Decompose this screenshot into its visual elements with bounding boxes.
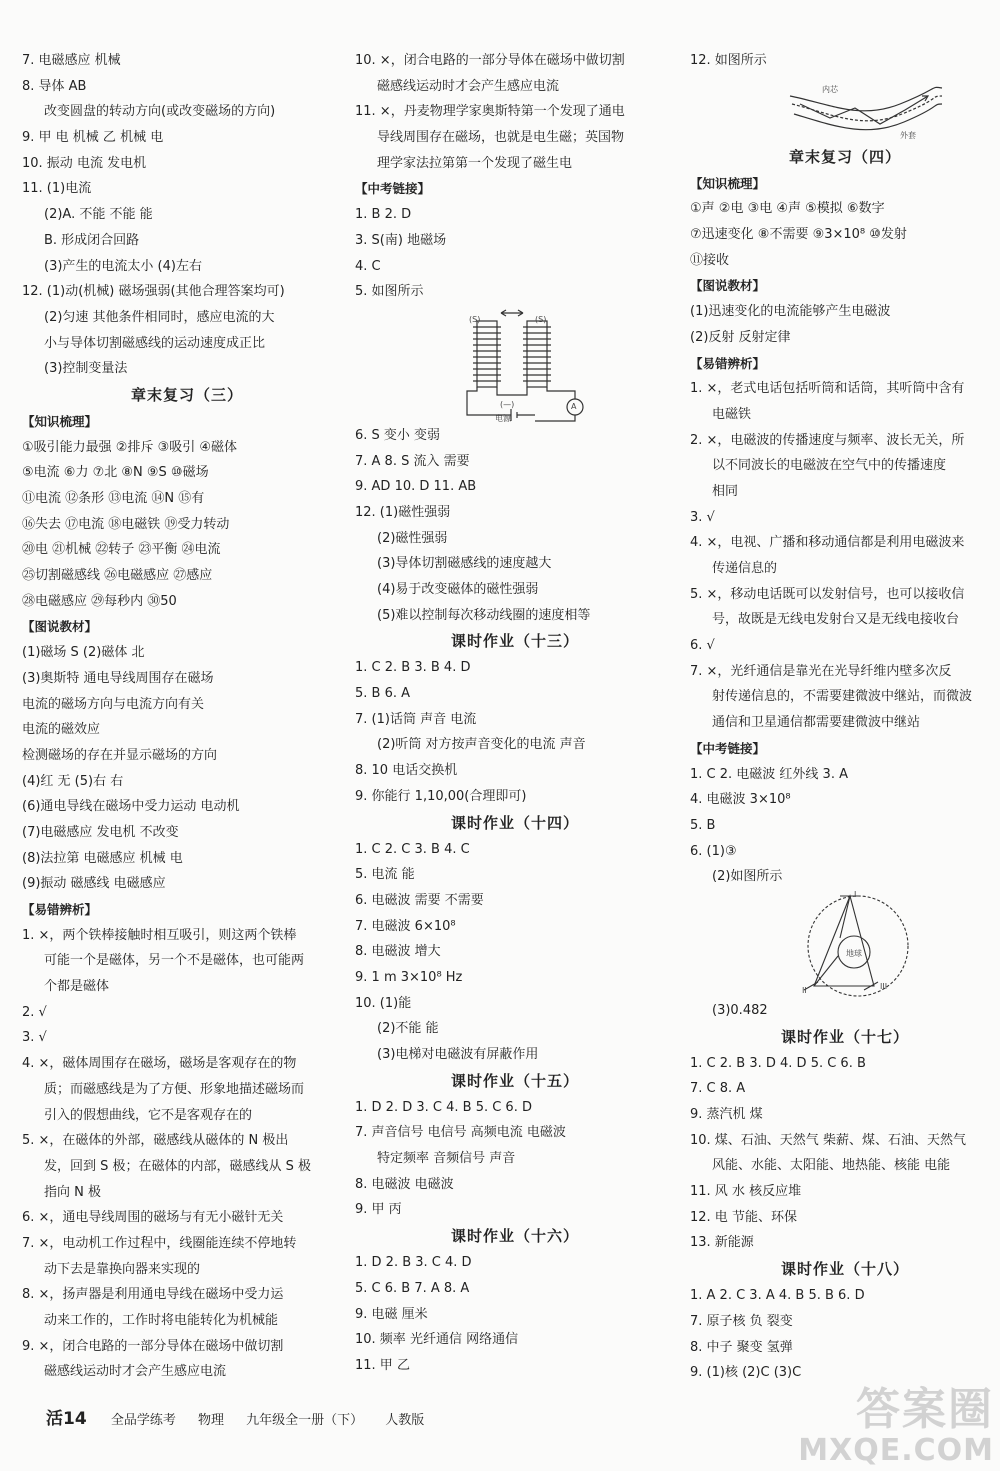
ammeter-label: A (571, 401, 577, 411)
answer-line: (6)通电导线在磁场中受力运动 电动机 (22, 799, 240, 815)
answer-line: 12. (1)磁性强弱 (355, 504, 451, 520)
answer-line: 电流的磁效应 (22, 722, 101, 738)
answer-line: 12. 如图所示 (690, 53, 767, 68)
answer-line: (2)磁性强弱 (377, 530, 448, 546)
satellite-label-2: II (802, 985, 807, 995)
answer-line: B. 形成闭合回路 (44, 232, 140, 248)
answer-line: ⑳电 ㉑机械 ㉒转子 ㉓平衡 ㉔电流 (22, 542, 221, 558)
fiber-core-label: 内芯 (822, 84, 838, 94)
answer-line: 动下去是靠换向器来实现的 (44, 1261, 201, 1277)
answer-line: 10. 频率 光纤通信 网络通信 (355, 1332, 519, 1348)
answer-line: (3)控制变量法 (44, 361, 128, 377)
page-number: 活14 (46, 1409, 87, 1429)
answer-line: 10. (1)能 (355, 995, 412, 1011)
satellite-orbit-diagram (690, 890, 990, 998)
answer-line: 7. A 8. S 流入 需要 (355, 453, 470, 469)
answer-line: 相同 (712, 483, 739, 499)
series-name: 全品学练考 (110, 1413, 176, 1428)
answer-line: 1. C 2. 电磁波 红外线 3. A (690, 766, 848, 782)
answer-line: ㉕切割磁感线 ㉖电磁感应 ㉗感应 (22, 568, 213, 584)
answer-line: 2. √ (22, 1004, 47, 1020)
satellite-figure (690, 890, 1000, 998)
answer-line: ⑪电流 ⑫条形 ⑬电流 ⑭N ⑮有 (22, 491, 205, 506)
answer-line: 7. 电磁波 6×10⁸ (355, 918, 456, 934)
answer-line: (2)如图所示 (712, 869, 783, 885)
answer-line: 10. ×，闭合电路的一部分导体在磁场中做切割 (355, 53, 625, 68)
answer-line: 7. (1)话筒 声音 电流 (355, 711, 477, 727)
answer-line: (2)不能 能 (377, 1021, 439, 1037)
section-heading: 课时作业（十三） (450, 632, 579, 651)
answer-line: 4. ×，电视、广播和移动通信都是利用电磁波来 (690, 535, 965, 551)
subsection-label: 【易错辨析】 (22, 902, 98, 917)
answer-line: ①吸引能力最强 ②排斥 ③吸引 ④磁体 (22, 439, 238, 455)
answer-line: 1. D 2. D 3. C 4. B 5. C 6. D (355, 1099, 532, 1115)
answer-line: 9. 蒸汽机 煤 (690, 1107, 763, 1122)
answer-line: 5. C 6. B 7. A 8. A (355, 1280, 470, 1296)
answer-line: (7)电磁感应 发电机 不改变 (22, 824, 179, 840)
answer-line: 指向 N 极 (44, 1184, 101, 1200)
answer-line: ⑯失去 ⑰电流 ⑱电磁铁 ⑲受力转动 (22, 516, 230, 532)
answer-line: (2)A. 不能 不能 能 (44, 207, 153, 223)
answer-line: ㉘电磁感应 ㉙每秒内 ㉚50 (22, 593, 177, 609)
answer-line: 5. ×，移动电话既可以发射信号，也可以接收信 (690, 586, 965, 602)
answer-line: (5)难以控制每次移动线圈的速度相等 (377, 607, 591, 623)
answer-line: 6. √ (690, 638, 715, 654)
answer-line: 1. ×，两个铁棒接触时相互吸引，则这两个铁棒 (22, 927, 297, 943)
watermark-line-1: 答案圈 (856, 1384, 994, 1435)
section-heading: 章末复习（四） (788, 147, 901, 166)
answer-line: 8. 导体 AB (22, 78, 87, 94)
subsection-label: 【知识梳理】 (22, 413, 98, 429)
answer-line: 11. 甲 乙 (355, 1357, 410, 1373)
answer-line: 6. ×，通电导线周围的磁场与有无小磁针无关 (22, 1210, 284, 1226)
answer-line: (3)电梯对电磁波有屏蔽作用 (377, 1047, 539, 1062)
answer-line: 5. 电流 能 (355, 867, 415, 883)
answer-line: 10. 振动 电流 发电机 (22, 155, 147, 171)
section-heading: 课时作业（十八） (780, 1260, 909, 1279)
optical-fiber-figure (690, 74, 1000, 144)
answer-line: 1. D 2. B 3. C 4. D (355, 1255, 472, 1271)
answer-line: 4. ×，磁体周围存在磁场，磁场是客观存在的物 (22, 1056, 297, 1072)
answer-line: 7. ×，光纤通信是靠光在光导纤维内壁多次反 (690, 663, 952, 679)
answer-line: 5. B 6. A (355, 686, 411, 702)
answer-line: 12. (1)动(机械) 磁场强弱(其他合理答案均可) (22, 284, 285, 300)
answer-line: 4. C (355, 258, 381, 274)
answer-line: 1. C 2. B 3. B 4. D (355, 660, 471, 676)
circuit-figure (355, 305, 675, 423)
answer-line: 2. ×，电磁波的传播速度与频率、波长无关，所 (690, 432, 965, 448)
answer-line: 8. 10 电话交换机 (355, 763, 458, 779)
answer-line: (2)听筒 对方按声音变化的电流 声音 (377, 737, 586, 753)
answer-column-1 (22, 48, 352, 1385)
answer-line: 8. 电磁波 电磁波 (355, 1176, 454, 1192)
answer-line: 7. C 8. A (690, 1081, 746, 1097)
answer-line: 7. ×，电动机工作过程中，线圈能连续不停地转 (22, 1235, 297, 1251)
optical-fiber-diagram (690, 74, 990, 144)
answer-line: 3. √ (22, 1030, 47, 1046)
watermark (798, 1385, 994, 1467)
answer-line: 引入的假想曲线，它不是客观存在的 (44, 1107, 253, 1123)
answer-line: ⑦迅速变化 ⑧不需要 ⑨3×10⁸ ⑩发射 (690, 227, 907, 243)
answer-line: 改变圆盘的转动方向(或改变磁场的方向) (44, 104, 276, 120)
answer-line: 6. (1)③ (690, 843, 737, 859)
answer-line: 通信和卫星通信都需要建微波中继站 (712, 715, 921, 731)
answer-line: 7. 原子核 负 裂变 (690, 1313, 793, 1329)
answer-line: 动来工作的，工作时将电能转化为机械能 (44, 1313, 279, 1328)
answer-line: 3. √ (690, 509, 715, 525)
answer-line: 5. B (690, 817, 716, 833)
answer-line: 13. 新能源 (690, 1235, 754, 1251)
answer-line: 5. 如图所示 (355, 284, 424, 300)
answer-line: 小与导体切割磁感线的运动速度成正比 (44, 335, 266, 351)
answer-line: 导线周围存在磁场，也就是电生磁；英国物 (377, 130, 625, 146)
fiber-sheath-label: 外套 (900, 130, 916, 140)
answer-line: (2)反射 反射定律 (690, 329, 791, 345)
answer-line: 9. AD 10. D 11. AB (355, 479, 477, 495)
answer-column-2 (355, 48, 675, 1379)
section-heading: 课时作业（十五） (450, 1071, 579, 1090)
section-heading: 课时作业（十四） (450, 813, 579, 832)
answer-line: 1. B 2. D (355, 207, 412, 223)
answer-line: 9. 甲 丙 (355, 1202, 402, 1218)
answer-line: 8. 中子 聚变 氢弹 (690, 1339, 793, 1355)
answer-line: 质；而磁感线是为了方便、形象地描述磁场而 (44, 1081, 305, 1097)
subsection-label: 【易错辨析】 (690, 355, 766, 371)
section-heading: 课时作业（十七） (780, 1027, 909, 1046)
coil-pole-left: (S) (469, 314, 481, 324)
answer-line: 电磁铁 (712, 406, 752, 422)
answer-line: ⑤电流 ⑥力 ⑦北 ⑧N ⑨S ⑩磁场 (22, 465, 209, 481)
answer-line: ⑪接收 (690, 252, 730, 268)
answer-line: 8. 电磁波 增大 (355, 944, 441, 960)
answer-line: 10. 煤、石油、天然气 柴薪、煤、石油、天然气 (690, 1132, 966, 1148)
answer-line: 理学家法拉第第一个发现了磁生电 (377, 155, 573, 171)
battery-label: (—) (500, 399, 515, 409)
answer-line: 9. ×，闭合电路的一部分导体在磁场中做切割 (22, 1338, 284, 1354)
answer-line: 6. S 变小 变弱 (355, 427, 441, 443)
answer-line: 11. (1)电流 (22, 181, 92, 197)
answer-line: 1. C 2. B 3. D 4. D 5. C 6. B (690, 1055, 866, 1071)
answer-line: 射传递信息的，不需要建微波中继站，而微波 (712, 689, 973, 705)
answer-line: 5. ×，在磁体的外部，磁感线从磁体的 N 极出 (22, 1133, 289, 1149)
answer-line: 8. ×，扬声器是利用通电导线在磁场中受力运 (22, 1287, 284, 1303)
answer-line: (1)磁场 S (2)磁体 北 (22, 645, 145, 661)
answer-line: (3)导体切割磁感线的速度越大 (377, 556, 552, 572)
edition-name: 人教版 (385, 1413, 425, 1428)
answer-line: (4)易于改变磁体的磁性强弱 (377, 582, 539, 597)
answer-line: 3. S(南) 地磁场 (355, 232, 447, 248)
answer-line: 1. A 2. C 3. A 4. B 5. B 6. D (690, 1288, 865, 1304)
answer-line: (3)产生的电流太小 (4)左右 (44, 258, 202, 274)
subsection-label: 【图说教材】 (22, 619, 98, 635)
satellite-label-3: III (880, 981, 888, 991)
answer-line: 9. 你能行 1,10,00(合理即可) (355, 788, 527, 804)
answer-line: 4. 电磁波 3×10⁸ (690, 792, 791, 808)
subsection-label: 【知识梳理】 (690, 175, 766, 191)
answer-line: (4)红 无 (5)右 右 (22, 773, 124, 789)
section-heading: 章末复习（三） (130, 385, 243, 404)
answer-line: 以不同波长的电磁波在空气中的传播速度 (712, 458, 947, 474)
answer-line: 9. (1)核 (2)C (3)C (690, 1365, 802, 1381)
grade-name: 九年级全一册（下） (246, 1413, 364, 1428)
power-source-label: 电源 (495, 413, 511, 423)
coil-pole-right: (S) (535, 314, 547, 324)
subject-name: 物理 (197, 1413, 224, 1428)
answer-line: 个都是磁体 (44, 979, 110, 995)
answer-line: 7. 声音信号 电信号 高频电流 电磁波 (355, 1125, 566, 1141)
answer-line: 特定频率 音频信号 声音 (377, 1151, 516, 1167)
answer-line: (2)匀速 其他条件相同时，感应电流的大 (44, 309, 275, 325)
answer-line: (1)迅速变化的电流能够产生电磁波 (690, 304, 891, 320)
answer-line: 9. 1 m 3×10⁸ Hz (355, 969, 463, 985)
watermark-line-2: MXQE.COM (798, 1433, 994, 1468)
section-heading: 课时作业（十六） (450, 1227, 579, 1246)
answer-line: 9. 电磁 厘米 (355, 1306, 428, 1322)
answer-line: 6. 电磁波 需要 不需要 (355, 892, 484, 908)
answer-column-3 (690, 48, 1000, 1386)
answer-line: (3)奥斯特 通电导线周围存在磁场 (22, 670, 214, 686)
answer-line: 传递信息的 (712, 561, 778, 576)
answer-line: 号，故既是无线电发射台又是无线电接收台 (712, 612, 960, 628)
answer-line: 磁感线运动时才会产生感应电流 (377, 78, 560, 94)
answer-line: 7. 电磁感应 机械 (22, 53, 121, 68)
subsection-label: 【图说教材】 (690, 278, 766, 294)
answer-line: (8)法拉第 电磁感应 机械 电 (22, 850, 183, 866)
page-footer (46, 1404, 442, 1429)
answer-line: (9)振动 磁感线 电磁感应 (22, 876, 166, 892)
answer-line: 12. 电 节能、环保 (690, 1209, 797, 1225)
answer-line: ①声 ②电 ③电 ④声 ⑤模拟 ⑥数字 (690, 201, 885, 217)
answer-line: 电流的磁场方向与电流方向有关 (22, 696, 205, 712)
circuit-diagram (355, 305, 675, 423)
earth-label: 地球 (846, 948, 862, 958)
answer-line: 11. ×，丹麦物理学家奥斯特第一个发现了通电 (355, 104, 625, 120)
answer-line: 可能一个是磁体，另一个不是磁体，也可能两 (44, 953, 305, 969)
answer-line: 风能、水能、太阳能、地热能、核能 电能 (712, 1158, 951, 1174)
answer-line: 11. 风 水 核反应堆 (690, 1184, 802, 1200)
answer-line: 发，回到 S 极；在磁体的内部，磁感线从 S 极 (44, 1158, 312, 1174)
subsection-label: 【中考链接】 (690, 740, 766, 756)
answer-line: 检测磁场的存在并显示磁场的方向 (22, 747, 218, 763)
subsection-label: 【中考链接】 (355, 181, 431, 197)
answer-line: (3)0.482 (712, 1002, 768, 1018)
answer-line: 1. ×，老式电话包括听筒和话筒，其听筒中含有 (690, 381, 965, 397)
satellite-label-1: I (854, 889, 857, 899)
answer-line: 9. 甲 电 机械 乙 机械 电 (22, 130, 164, 146)
answer-line: 1. C 2. C 3. B 4. C (355, 841, 470, 857)
answer-line: 磁感线运动时才会产生感应电流 (44, 1364, 227, 1380)
